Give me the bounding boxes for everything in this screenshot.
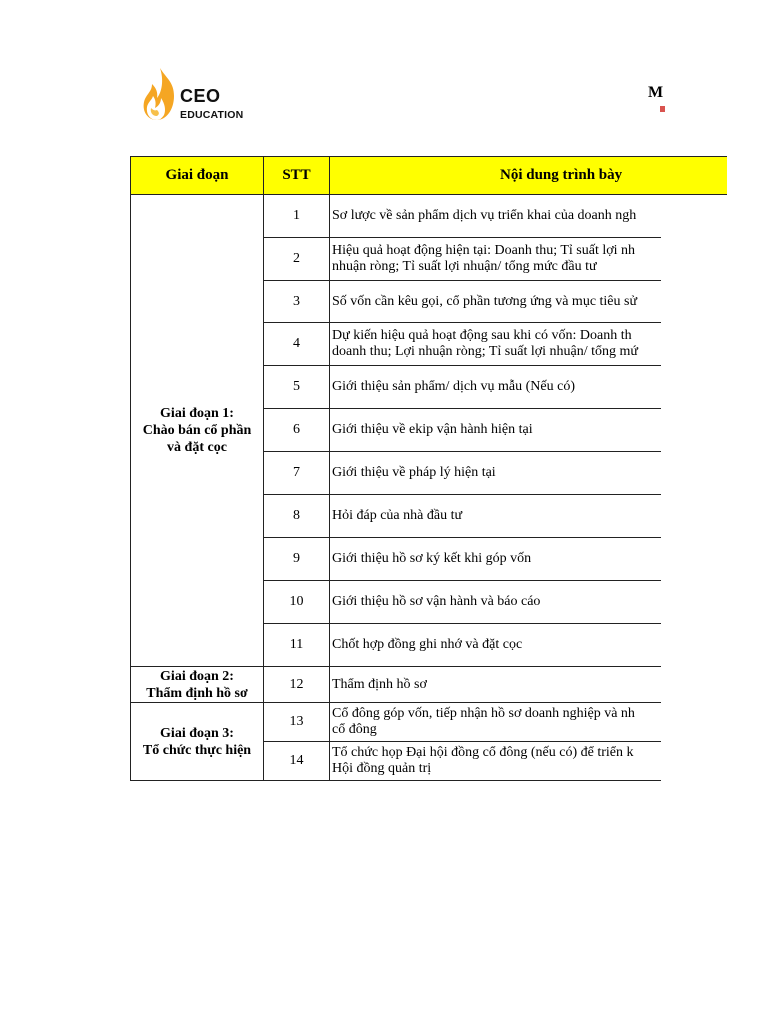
logo-education-text: EDUCATION [180,109,244,121]
table-row [131,195,662,238]
content-line: Dự kiến hiệu quả hoạt động sau khi có vốn: Doanh th [332,328,632,343]
content-line: Giới thiệu sản phẩm/ dịch vụ mẫu (Nếu có) [332,379,576,394]
column-header-content: Nội dung trình bày [330,157,662,195]
stt-cell: 10 [264,581,330,624]
content-line: doanh thu; Lợi nhuận ròng; Tỉ suất lợi nhuận/ tổng mứ [332,344,638,359]
stt-cell: 14 [264,742,330,781]
content-cell [330,742,662,781]
table-row [131,667,662,703]
stt-cell: 2 [264,238,330,281]
content-line: Hiệu quả hoạt động hiện tại: Doanh thu; Tỉ suất lợi nh [332,243,636,258]
flame-icon [140,66,182,124]
content-cell [330,238,662,281]
content-cell [330,323,662,366]
presentation-table [130,156,661,781]
column-header-stage: Giai đoạn [131,157,264,195]
logo-ceo-text: CEO [180,86,221,106]
stt-cell: 6 [264,409,330,452]
stage-cell: Giai đoạn 2: Thẩm định hồ sơ [131,667,264,703]
content-cell [330,452,662,495]
content-line: Giới thiệu hồ sơ ký kết khi góp vốn [332,551,532,566]
content-line: Chốt hợp đồng ghi nhớ và đặt cọc [332,637,523,652]
stage-cell: Giai đoạn 3: Tổ chức thực hiện [131,703,264,781]
content-line: Cổ đông góp vốn, tiếp nhận hồ sơ doanh nghiệp và nh [332,706,635,721]
stt-cell: 12 [264,667,330,703]
content-line: Sơ lược về sản phẩm dịch vụ triển khai của doanh ngh [332,208,637,223]
table-viewport [130,156,661,796]
content-cell [330,703,662,742]
stt-cell: 7 [264,452,330,495]
stt-cell: 9 [264,538,330,581]
content-line: Giới thiệu hồ sơ vận hành và báo cáo [332,594,541,609]
content-cell [330,281,662,323]
stt-cell: 5 [264,366,330,409]
content-cell [330,538,662,581]
content-line: Hội đồng quản trị [332,761,432,776]
content-line: Thẩm định hồ sơ [332,676,427,692]
content-cell [330,366,662,409]
content-line: nhuận ròng; Tỉ suất lợi nhuận/ tổng mức đầu tư [332,259,597,274]
stt-cell: 1 [264,195,330,238]
header-overflow [661,156,727,195]
content-line: Số vốn cần kêu gọi, cổ phần tương ứng và mục tiêu sử [332,293,638,309]
content-cell [330,195,662,238]
content-cell [330,667,662,703]
content-cell [330,495,662,538]
table-row [131,703,662,742]
content-cell [330,624,662,667]
content-line: Giới thiệu về pháp lý hiện tại [332,465,496,480]
table-header-row [131,157,662,195]
content-cell [330,581,662,624]
stt-cell: 11 [264,624,330,667]
content-line: Tổ chức họp Đại hội đồng cổ đông (nếu có) để triển k [332,745,634,760]
page-title-fragment: M [648,84,664,101]
stt-cell: 8 [264,495,330,538]
red-mark [660,106,665,112]
stt-cell: 4 [264,323,330,366]
ceo-education-logo [140,66,244,126]
content-line: Hỏi đáp của nhà đầu tư [332,508,463,523]
stage-cell: Giai đoạn 1: Chào bán cổ phần và đặt cọc [131,195,264,667]
content-line: Giới thiệu về ekip vận hành hiện tại [332,422,533,437]
content-cell [330,409,662,452]
stt-cell: 13 [264,703,330,742]
content-line: cổ đông [332,722,377,737]
stt-cell: 3 [264,281,330,323]
column-header-stt: STT [264,157,330,195]
